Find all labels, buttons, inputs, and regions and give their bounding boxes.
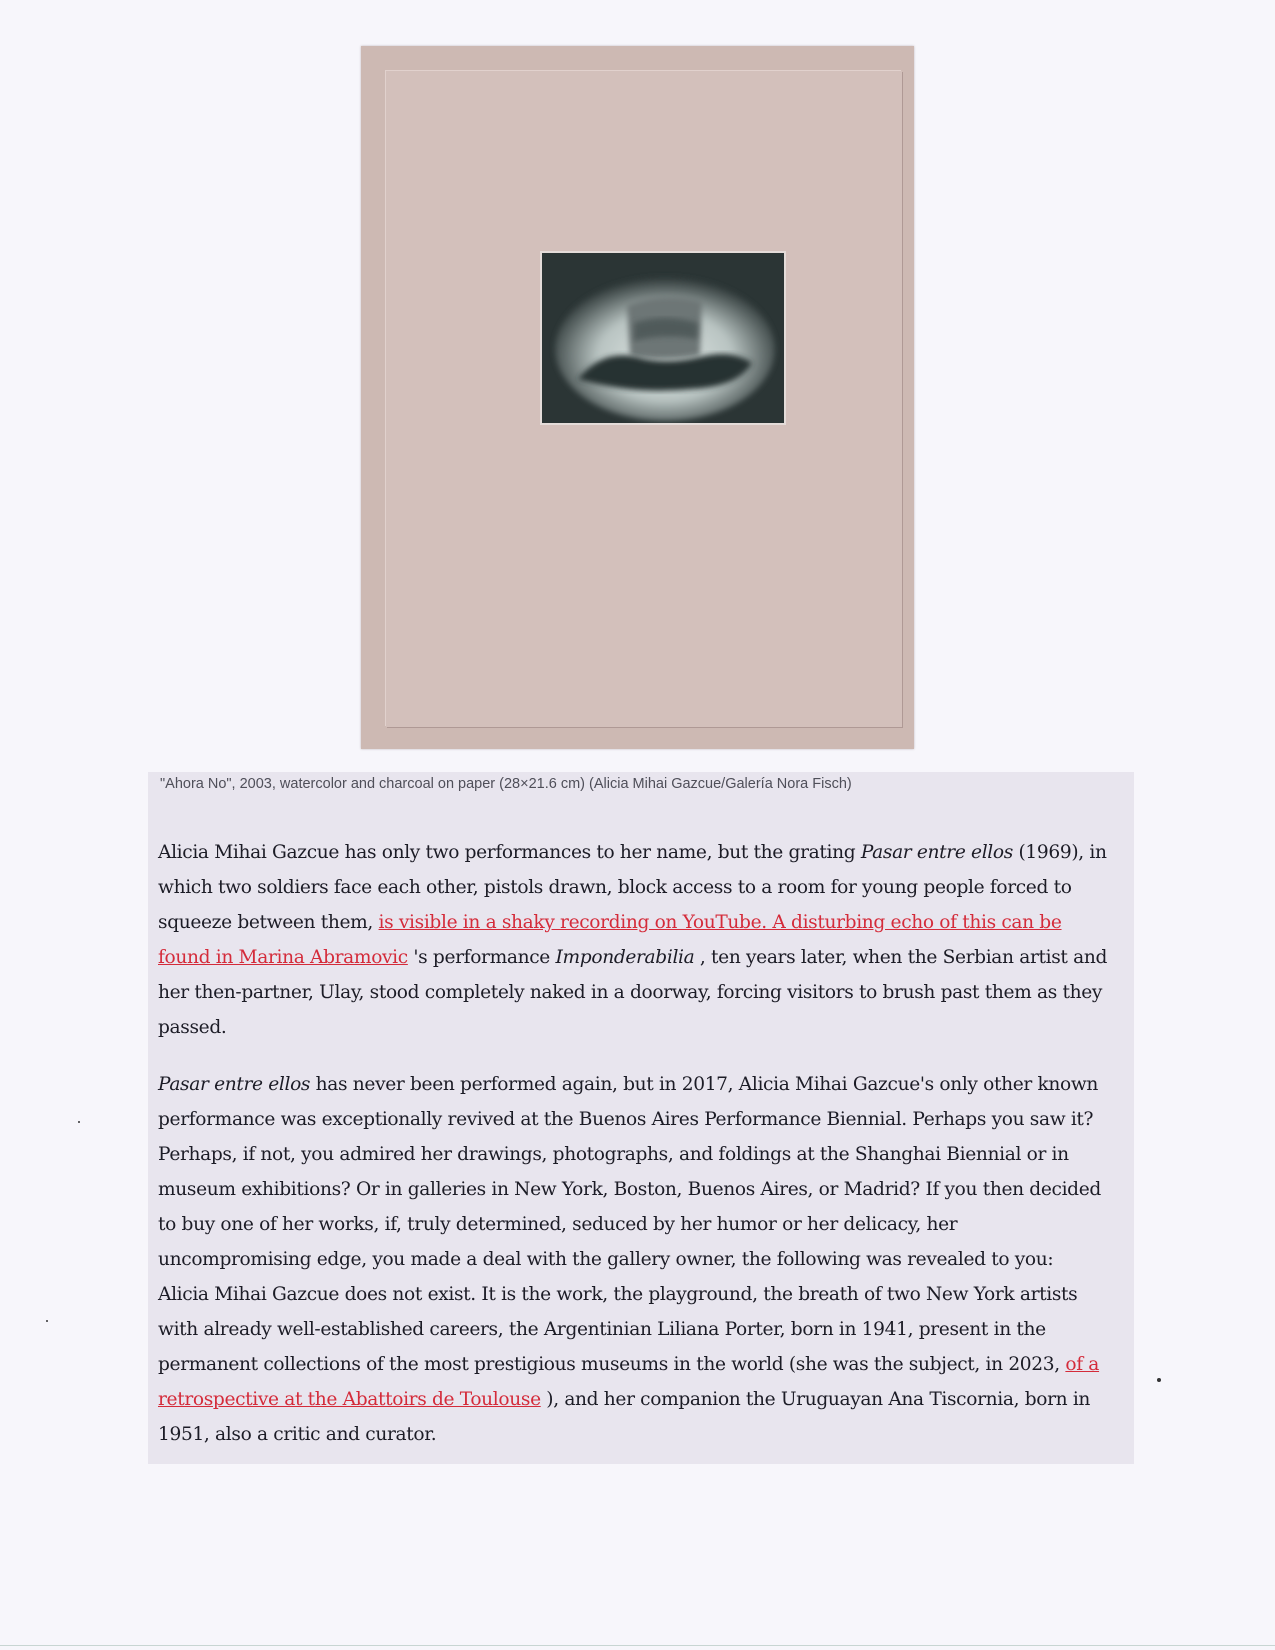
work-title: Pasar entre ellos (860, 842, 1013, 863)
youtube-recording-link[interactable]: is visible in a shaky recording on YouTube. A disturbing echo of this can be found in Marina Abramovic (158, 912, 1062, 968)
retrospective-link[interactable]: of a retrospective at the Abattoirs de Toulouse (158, 1354, 1100, 1410)
paragraph-text: ), and her companion the Uruguayan Ana Tiscornia, born in 1951, also a critic and curator. (158, 1389, 1091, 1445)
article-paragraph-2 (158, 1067, 1108, 1452)
paragraph-text: 's performance (407, 947, 556, 968)
artwork-paper (386, 71, 902, 727)
scan-speck (46, 1320, 48, 1322)
paragraph-text: Alicia Mihai Gazcue has only two performances to her name, but the grating (158, 842, 861, 863)
work-title: Imponderabilia (555, 947, 695, 968)
article-paragraph-1 (158, 835, 1108, 1045)
paragraph-text: (1969), in which two soldiers face each other, pistols drawn, block access to a room for young people forced to squeeze between them, (158, 842, 1107, 933)
artwork-image (361, 46, 914, 749)
paragraph-text: , ten years later, when the Serbian artist and her then-partner, Ulay, stood completely naked in a doorway, forcing visitors to brush past them as they passed. (158, 947, 1107, 1038)
article-body (158, 835, 1108, 1452)
work-title: Pasar entre ellos (158, 1074, 311, 1095)
page-edge (0, 1645, 1275, 1646)
paragraph-text: has never been performed again, but in 2017, Alicia Mihai Gazcue's only other known performance was exceptionally revived at the Buenos Aires Performance Biennial. Perhaps you saw it? Perhaps, if not, you admired her drawings, photographs, and foldings at the Shanghai Biennial or in museum exhibitions? Or in galleries in New York, Boston, Buenos Aires, or Madrid? If you then decided to buy one of her works, if, truly determined, seduced by her humor or her delicacy, her uncompromising edge, you made a deal with the gallery owner, the following was revealed to you: Alicia Mihai Gazcue does not exist. It is the work, the playground, the breath of two New York artists with already well-established careers, the Argentinian Liliana Porter, born in 1941, present in the permanent collections of the most prestigious museums in the world (she was the subject, in 2023, (158, 1074, 1101, 1375)
scan-speck (1157, 1378, 1161, 1382)
scan-speck (78, 1121, 80, 1123)
image-caption: "Ahora No", 2003, watercolor and charcoal on paper (28×21.6 cm) (Alicia Mihai Gazcue/Galería Nora Fisch) (160, 776, 852, 792)
hat-drawing-icon (542, 253, 784, 423)
